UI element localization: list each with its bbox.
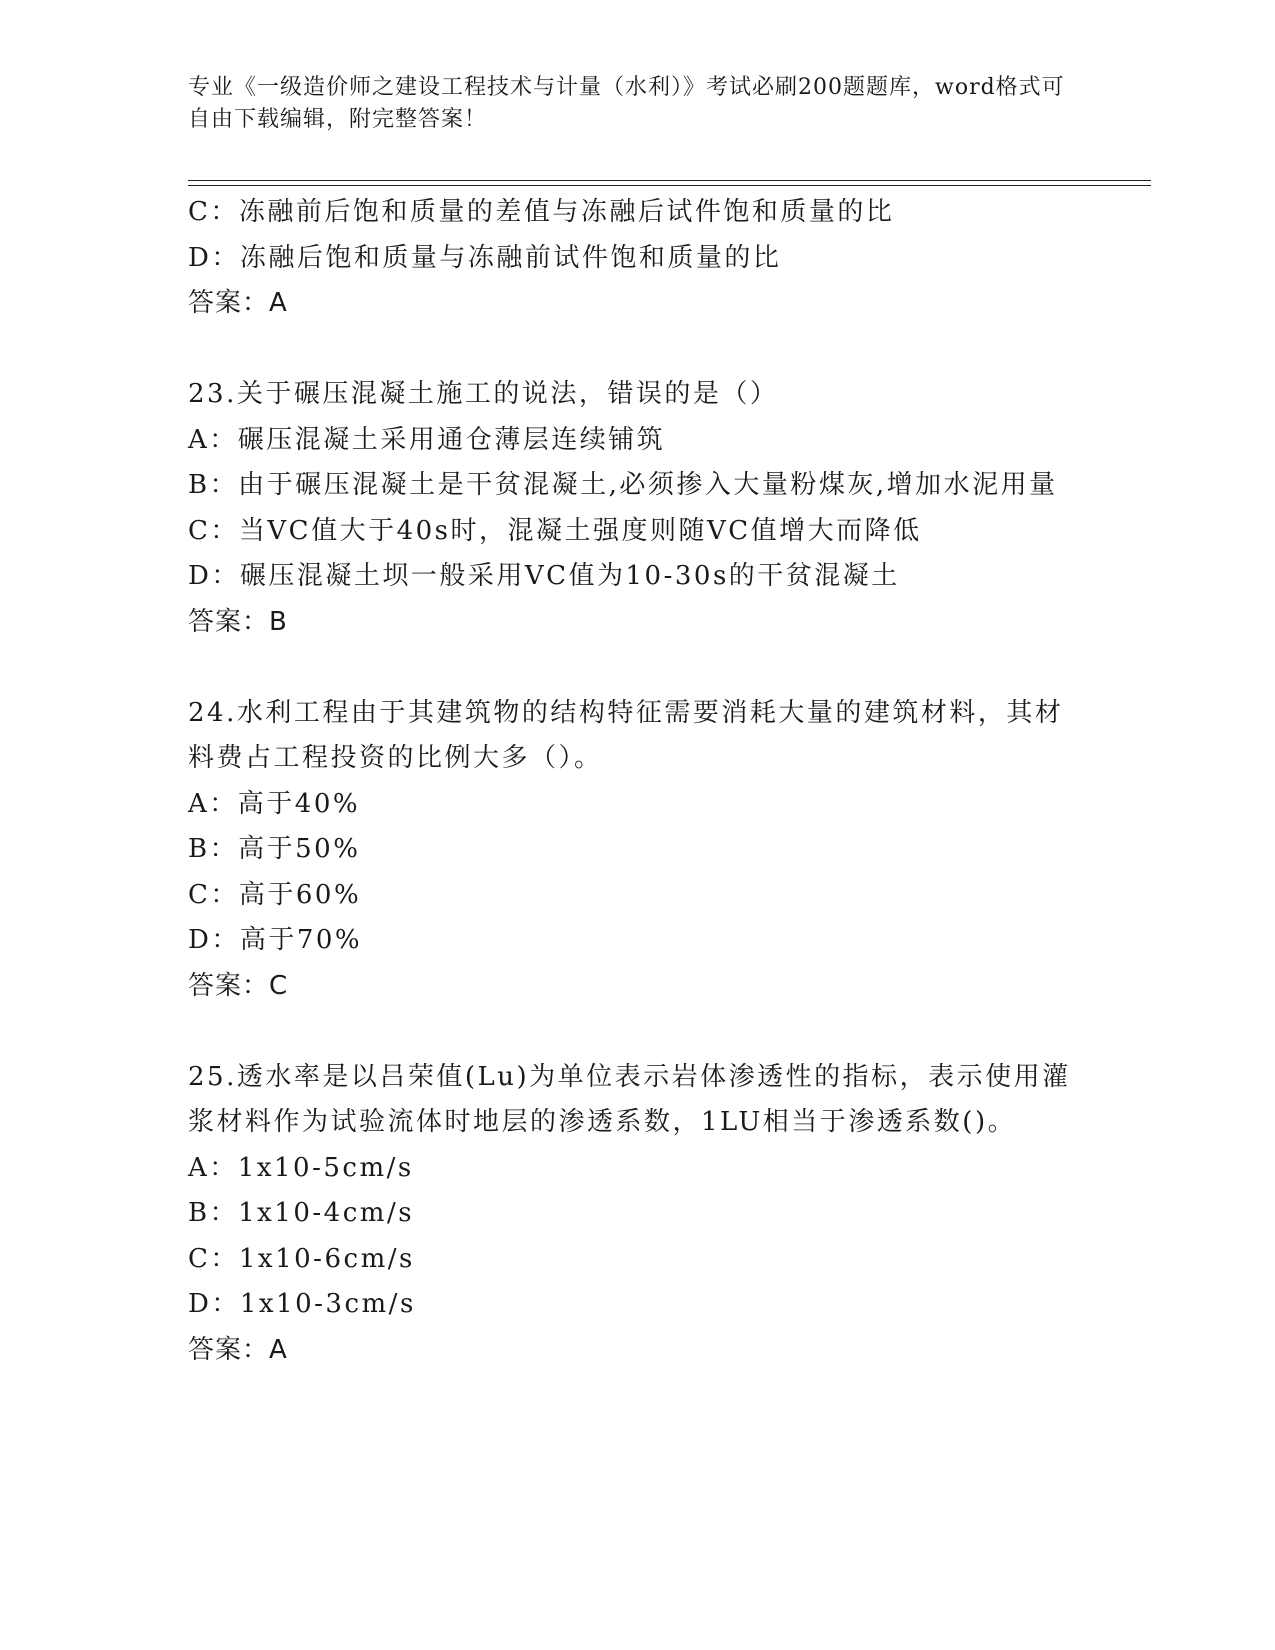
option-b: B：由于碾压混凝土是干贫混凝土,必须掺入大量粉煤灰,增加水泥用量	[188, 470, 1058, 500]
option-a: A：1x10-5cm/s	[188, 1152, 414, 1183]
question-text: 23.关于碾压混凝土施工的说法，错误的是（）	[188, 379, 779, 409]
option-c: C：冻融前后饱和质量的差值与冻融后试件饱和质量的比	[188, 197, 895, 227]
document-header: 专业《一级造价师之建设工程技术与计量（水利）》考试必刷200题题库，word格式可自由下载编辑，附完整答案！	[188, 75, 1065, 132]
question-text-line-2: 料费占工程投资的比例大多（）。	[188, 743, 603, 773]
option-c: C：当VC值大于40s时，混凝土强度则随VC值增大而降低	[188, 515, 922, 546]
question-23	[188, 372, 1088, 645]
option-d: D：高于70%	[188, 925, 363, 955]
question-list	[188, 190, 1088, 1373]
option-b: B：1x10-4cm/s	[188, 1198, 415, 1228]
header-divider-bottom	[188, 185, 1151, 186]
option-d: D：1x10-3cm/s	[188, 1289, 416, 1319]
option-a: A：高于40%	[188, 788, 361, 819]
option-c: C：高于60%	[188, 879, 362, 910]
answer-line: 答案：A	[188, 288, 288, 318]
answer-line: 答案：A	[188, 1334, 288, 1365]
question-text-line-1: 25.透水率是以吕荣值(Lu)为单位表示岩体渗透性的指标，表示使用灌	[188, 1061, 1071, 1092]
question-text-line-2: 浆材料作为试验流体时地层的渗透系数，1LU相当于渗透系数()。	[188, 1107, 1017, 1137]
question-text-line-1: 24.水利工程由于其建筑物的结构特征需要消耗大量的建筑材料，其材	[188, 697, 1064, 728]
header-divider-top	[188, 180, 1151, 181]
question-24	[188, 691, 1088, 1010]
option-a: A：碾压混凝土采用通仓薄层连续铺筑	[188, 424, 666, 455]
answer-line: 答案：C	[188, 970, 289, 1001]
question-25	[188, 1055, 1088, 1374]
option-d: D：碾压混凝土坝一般采用VC值为10-30s的干贫混凝土	[188, 561, 900, 591]
question-fragment	[188, 190, 1088, 327]
option-c: C：1x10-6cm/s	[188, 1243, 415, 1274]
option-b: B：高于50%	[188, 834, 361, 864]
option-d: D：冻融后饱和质量与冻融前试件饱和质量的比	[188, 242, 782, 273]
answer-line: 答案：B	[188, 606, 288, 637]
